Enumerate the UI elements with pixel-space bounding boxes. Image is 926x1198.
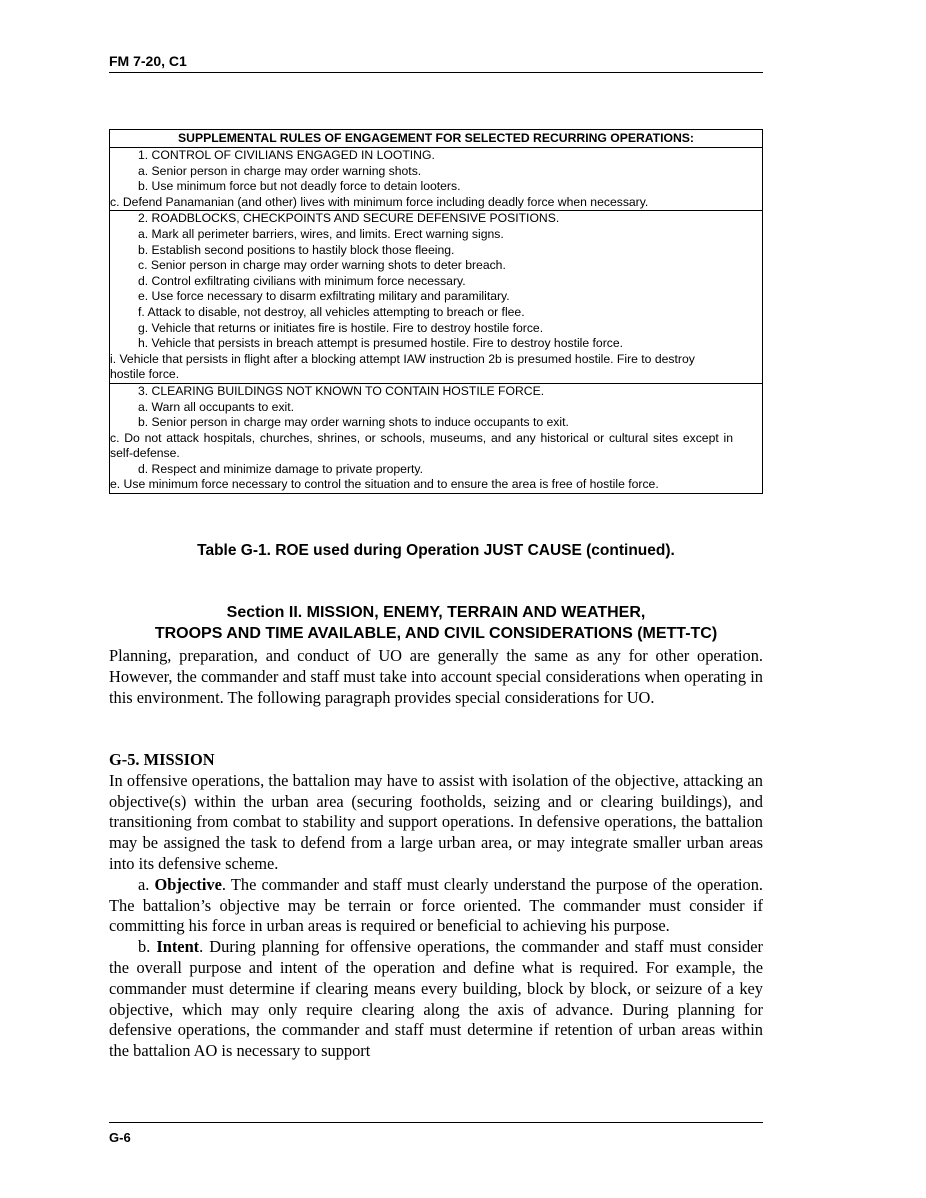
objective-term: Objective [154,874,222,894]
section-title-line-2: TROOPS AND TIME AVAILABLE, AND CIVIL CONSIDERATIONS (METT-TC) [154,625,718,642]
roe-item: b. Senior person in charge may order warning shots to induce occupants to exit. [138,415,569,430]
section-title-line-1: Section II. MISSION, ENEMY, TERRAIN AND WEATHER, [226,604,646,621]
header-rule [109,72,763,73]
roe-item: f. Attack to disable, not destroy, all vehicles attempting to breach or flee. [138,304,525,319]
section-intro [109,646,763,708]
roe-item: a. Senior person in charge may order warning shots. [138,163,422,178]
roe-item: c. Defend Panamanian (and other) lives with minimum force including deadly force when necessary. [110,194,649,209]
roe-section-1 [110,148,762,211]
intent-term: Intent [156,937,200,957]
table-caption: Table G-1. ROE used during Operation JUST CAUSE (continued). [197,542,675,559]
roe-item: d. Respect and minimize damage to private property. [138,461,423,476]
page-number: G-6 [109,1130,131,1145]
intent-label: b. [138,937,151,957]
objective-text: . The commander and staff must clearly understand the purpose of the operation. The battalion’s objective may be terrain or force oriented. The commander must consider if committing his force in urban areas is required or beneficial to achieving his purpose. [109,874,763,936]
roe-item: c. Senior person in charge may order warning shots to deter breach. [138,258,506,273]
roe-section-2 [110,211,762,384]
footer-rule [109,1122,763,1123]
roe-section-heading: 2. ROADBLOCKS, CHECKPOINTS AND SECURE DEFENSIVE POSITIONS. [138,211,560,226]
roe-item: e. Use minimum force necessary to control the situation and to ensure the area is free of hostile force. [110,477,659,492]
roe-item: a. Mark all perimeter barriers, wires, and limits. Erect warning signs. [138,226,504,241]
mission-paragraph: In offensive operations, the battalion may have to assist with isolation of the objective, attacking an objective(s) within the urban area (securing footholds, seizing and or clearing buildings), and transitioning from combat to stability and support operations. In defensive operations, the battalion may be assigned the task to defend from a large urban area, or may integrate smaller urban areas into its defensive scheme. [109,770,763,873]
roe-section-heading: 3. CLEARING BUILDINGS NOT KNOWN TO CONTAIN HOSTILE FORCE. [138,383,545,398]
roe-table [109,129,763,494]
intent-paragraph [109,937,763,1062]
roe-item: e. Use force necessary to disarm exfiltrating military and paramilitary. [138,289,510,304]
roe-section-heading: 1. CONTROL OF CIVILIANS ENGAGED IN LOOTING. [138,148,435,162]
mission-section [109,750,763,1062]
roe-item: g. Vehicle that returns or initiates fire is hostile. Fire to destroy hostile force. [138,320,544,335]
roe-item: b. Establish second positions to hastily block those fleeing. [138,242,455,257]
document-id: FM 7-20, C1 [109,53,187,69]
roe-section-3 [110,384,762,493]
mission-heading: G-5. MISSION [109,750,215,769]
intent-text: . During planning for offensive operations, the commander and staff must consider the overall purpose and intent of the operation and define what is required. For example, the commander must determine if clearing means every building, block by block, or seizure of a key objective, which may only require clearing along the axis of advance. During planning for defensive operations, the commander and staff must determine if retention of urban areas within the battalion AO is necessary to support [109,937,763,1061]
roe-item: i. Vehicle that persists in flight after a blocking attempt IAW instruction 2b is presumed hostile. Fire to destroy hostile force. [110,351,695,382]
roe-item: a. Warn all occupants to exit. [138,399,295,414]
roe-item: d. Control exfiltrating civilians with minimum force necessary. [138,273,466,288]
roe-item: c. Do not attack hospitals, churches, shrines, or schools, museums, and any historical or cultural sites except in self-defense. [110,430,733,461]
roe-table-title: SUPPLEMENTAL RULES OF ENGAGEMENT FOR SELECTED RECURRING OPERATIONS: [110,130,762,148]
intro-paragraph: Planning, preparation, and conduct of UO are generally the same as any for other operation. However, the commander and staff must take into account special considerations when operating in this environment. The following paragraph provides special considerations for UO. [109,646,763,707]
objective-label: a. [138,874,150,894]
objective-paragraph [109,875,763,937]
roe-item: h. Vehicle that persists in breach attempt is presumed hostile. Fire to destroy hostile force. [138,336,624,351]
roe-item: b. Use minimum force but not deadly force to detain looters. [138,179,461,194]
